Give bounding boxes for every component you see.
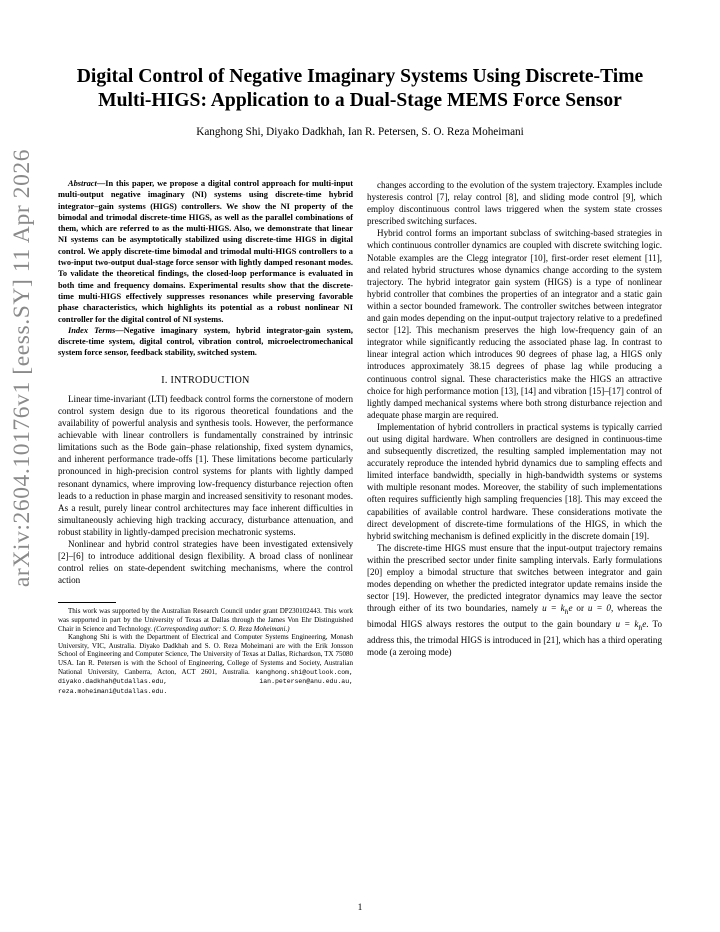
right-paragraph-4: The discrete-time HIGS must ensure that the input-output trajectory remains within the prescribed sector under finite sampling intervals. Early formulations [20] employ a bimodal structure that switches between integrator and gain modes depending on whether the predicted integrator update remains inside the sector [19]. However, the predicted integrator dynamics may leave the sector through either of its two boundaries, namely $u = k_he$ or u = 0, whereas the bimodal HIGS always restores the output to the gain boundary $u = k_he$. To address this, the trimodal HIGS is introduced in [21], which has a third operating mode (a zeroing mode) [367,542,662,658]
left-column [58,178,353,696]
title-line-2: Multi-HIGS: Application to a Dual-Stage MEMS Force Sensor [98,90,622,111]
arxiv-side-stamp: arXiv:2604.10176v1 [eess.SY] 11 Apr 2026 [9,148,35,588]
author-emails: kanghong.shi@outlook.com, diyako.dadkhah@utdallas.edu, ian.petersen@anu.edu.au, reza.moheimani@utdallas.edu. [58,668,353,695]
math-gain-boundary-2: $u = k_he$ [615,619,647,632]
intro-paragraph-1: Linear time-invariant (LTI) feedback control forms the cornerstone of modern control system design due to its rigorous theoretical foundations and the availability of powerful analysis and synthesis tools. However, the performance achievable with linear controllers is fundamentally constrained by intrinsic limitations such as the Bode gain–phase relationship, fixed system dynamics, and inherent performance trade-offs [1]. These limitations become particularly pronounced in high-precision control systems for plants with lightly damped resonant dynamics, where improving low-frequency disturbance rejection often leads to a reduction in phase margin and increased sensitivity to resonant modes. As a result, purely linear control architectures may face inherent difficulties in simultaneously achieving high tracking accuracy, disturbance attenuation, and robust stability in lightly-damped precision mechatronic systems. [58,393,353,537]
paper-title [56,65,664,113]
corresponding-author: (Corresponding author: S. O. Reza Moheimani.) [153,624,290,633]
index-terms-label: Index Terms [68,325,116,335]
footnote-funding: This work was supported by the Australian Research Council under grant DP230102443. This work was supported in part by the University of Texas at Dallas through the James Von Ehr Distinguished Chair in Science and Technology. (Corresponding author: S. O. Reza Moheimani.) [58,607,353,633]
math-zero-boundary: u = 0 [587,603,611,614]
index-terms-text: —Negative imaginary system, hybrid integrator-gain system, discrete-time system, digital control, vibration control, microelectromechanical system force sensor, feedback stability, switched system. [58,325,353,358]
abstract [58,178,353,325]
right-column [367,179,662,658]
math-gain-boundary: $u = k_he$ [542,603,573,617]
right-paragraph-3: Implementation of hybrid controllers in practical systems is typically carried out using digital hardware. When controllers are designed in continuous-time and subsequently discretized, the resulting sampled implementation may not accurately reproduce the intended hybrid dynamics due to sampling effects and limited interface bandwidth, specially in high-bandwidth systems or systems with multiple resonant modes. Moreover, the stability of such implementations often requires sufficiently high sampling frequencies [18]. This may exceed the capabilities of available control hardware. These considerations motivate the direct development of discrete-time formulations of the HIGS, in which the hybrid switching mechanism is defined explicitly in the discrete domain [19]. [367,421,662,541]
page-number: 1 [357,903,363,913]
abstract-text: —In this paper, we propose a digital control approach for multi-input multi-output negative imaginary (NI) systems using discrete-time hybrid integrator–gain systems (HIGS) controllers. We show the NI property of the bimodal and trimodal discrete-time HIGS, as well as the parallel combinations of them, which are referred to as the multi-HIGS. Also, we demonstrate that linear NI systems can be asymptotically stabilized using discrete-time HIGS in digital control. We apply discrete-time bimodal and trimodal multi-HIGS controllers to a two-input two-output dual-stage force sensor with lightly damped resonant modes. To validate the theoretical findings, the closed-loop performance is evaluated in both time and frequency domains. Experimental results show that the discrete-time multi-HIGS effectively suppresses resonances while preserving favorable phase characteristics, which highlights its potential as a robust nonlinear NI controller for the digital control of NI systems. [58,179,353,324]
footnote-affiliations: Kanghong Shi is with the Department of Electrical and Computer Systems Engineering, Monash University, VIC, Australia. Diyako Dadkhah and S. O. Reza Moheimani are with the Erik Jonsson School of Engineering and Computer Science, The University of Texas at Dallas, Richardson, TX 75080 USA. Ian R. Petersen is with the School of Engineering, College of Systems and Society, Australian National University, Canberra, Acton, ACT 2601, Australia. kanghong.shi@outlook.com, diyako.dadkhah@utdallas.edu, ian.petersen@anu.edu.au, reza.moheimani@utdallas.edu. [58,633,353,695]
right-paragraph-1: changes according to the evolution of the system trajectory. Examples include hysteresis control [7], relay control [8], and sliding mode control [9], which employ discontinuous control laws triggered when the system state crosses prescribed switching surfaces. [367,180,662,227]
section-heading: I. INTRODUCTION [161,374,250,386]
intro-paragraph-2: Nonlinear and hybrid control strategies have been investigated extensively [2]–[6] to introduce additional design flexibility. A broad class of nonlinear control relies on state-dependent switching mechanisms, where the control action [58,538,353,586]
abstract-label: Abstract [68,179,97,188]
title-line-1: Digital Control of Negative Imaginary Systems Using Discrete-Time [76,66,644,87]
index-terms [58,325,353,359]
author-list: Kanghong Shi, Diyako Dadkhah, Ian R. Petersen, S. O. Reza Moheimani [196,126,524,138]
footnote-rule [58,602,116,603]
right-paragraph-2: Hybrid control forms an important subclass of switching-based strategies in which continuous controller dynamics are coupled with discrete switching logic. Notable examples are the Clegg integrator [10], first-order reset element [11], and related hybrid structures whose dynamics change according to the system trajectory. The hybrid integrator gain system (HIGS) is a type of nonlinear hybrid controller that combines the properties of an integrator and a static gain within a sector bounded framework. The controller switches between integrator and gain modes depending on the input-output trajectory relative to a predefined sector [12]. This mechanism preserves the high low-frequency gain of an integrator while significantly reducing the associated phase lag. In contrast to linear integral action which introduces 90 degrees of phase lag, a HIGS only introduces approximately 38.15 degrees of phase lag while producing a continuous control signal. These characteristics make the HIGS an attractive choice for high performance motion [13], [14] and vibration [15]–[17] control of lightly damped mechanical systems where both strong disturbance rejection and adequate phase margin are required. [367,228,662,420]
